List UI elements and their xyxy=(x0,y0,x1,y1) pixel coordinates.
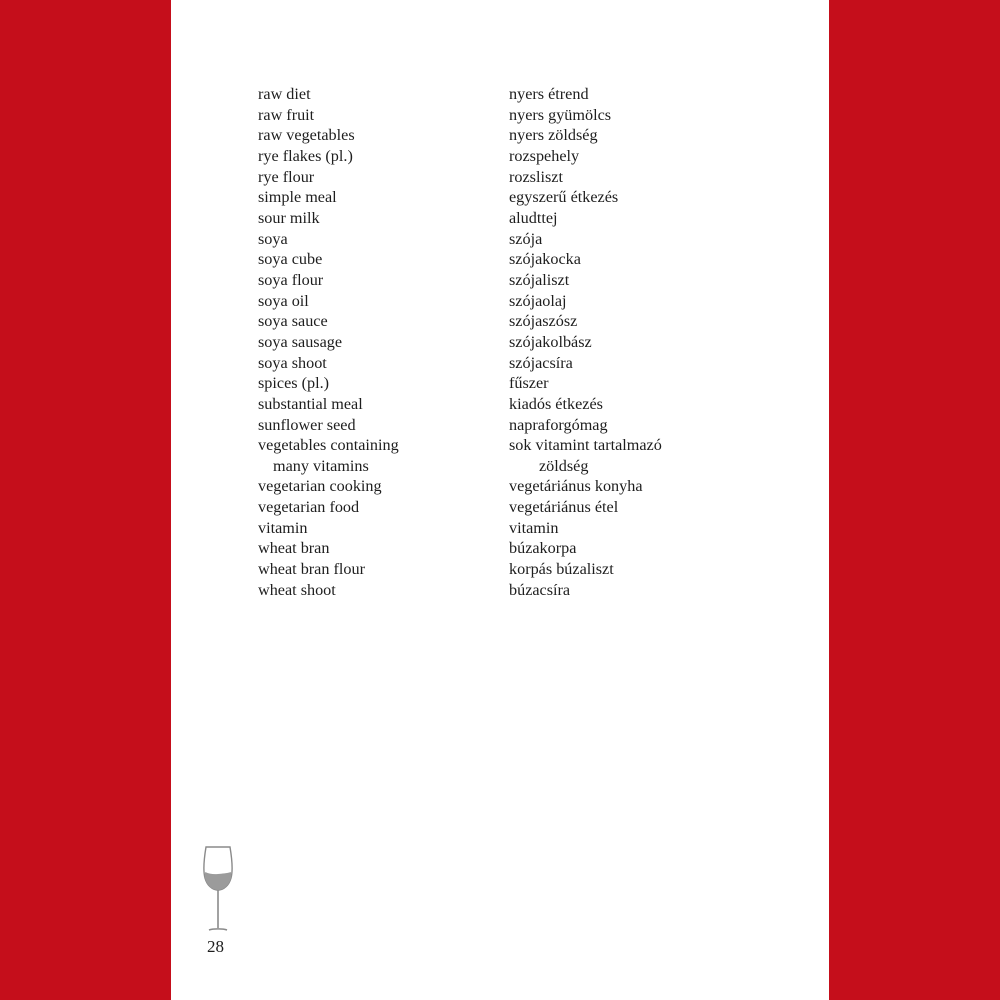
english-term: simple meal xyxy=(258,188,337,207)
english-term: soya xyxy=(258,229,288,248)
english-term: soya sauce xyxy=(258,312,328,331)
wine-glass-icon xyxy=(201,845,235,933)
hungarian-term: szójaszósz xyxy=(509,312,578,331)
glossary-row xyxy=(258,249,738,270)
english-term: wheat bran xyxy=(258,539,330,558)
hungarian-term: korpás búzaliszt xyxy=(509,560,614,579)
hungarian-term: nyers gyümölcs xyxy=(509,105,612,124)
english-term: many vitamins xyxy=(273,456,369,475)
page-number: 28 xyxy=(207,937,224,956)
english-term: spices (pl.) xyxy=(258,374,330,393)
english-term: soya flour xyxy=(258,270,324,289)
english-term: vegetarian food xyxy=(258,498,360,517)
hungarian-term: nyers étrend xyxy=(509,85,589,103)
hungarian-term: búzakorpa xyxy=(509,539,577,558)
hungarian-term: zöldség xyxy=(539,456,589,475)
glossary-row xyxy=(258,518,738,539)
english-term: sunflower seed xyxy=(258,415,356,434)
english-term: soya cube xyxy=(258,250,323,269)
hungarian-term: egyszerű étkezés xyxy=(509,188,619,207)
english-term: raw vegetables xyxy=(258,126,355,145)
glossary-row xyxy=(258,394,738,415)
book-page xyxy=(171,0,829,1000)
english-term: raw diet xyxy=(258,85,311,103)
glossary-row xyxy=(258,353,738,374)
glossary-row xyxy=(258,311,738,332)
glossary-row xyxy=(258,125,738,146)
glossary-row xyxy=(258,456,738,477)
hungarian-term: rozspehely xyxy=(509,146,580,165)
glossary-row xyxy=(258,105,738,126)
hungarian-term: szójaolaj xyxy=(509,291,567,310)
glossary-row xyxy=(258,435,738,456)
english-term: wheat bran flour xyxy=(258,560,365,579)
glossary-row xyxy=(258,84,738,105)
hungarian-term: napraforgómag xyxy=(509,415,608,434)
hungarian-term: szójacsíra xyxy=(509,353,573,372)
glossary-row xyxy=(258,476,738,497)
glossary-row xyxy=(258,146,738,167)
glossary-row xyxy=(258,332,738,353)
glossary-row xyxy=(258,270,738,291)
hungarian-term: rozsliszt xyxy=(509,167,563,186)
glossary-row xyxy=(258,229,738,250)
hungarian-term: szójakolbász xyxy=(509,332,592,351)
english-term: raw fruit xyxy=(258,105,315,124)
glossary-row xyxy=(258,208,738,229)
english-term: sour milk xyxy=(258,208,320,227)
hungarian-term: szójaliszt xyxy=(509,270,570,289)
glossary-list xyxy=(258,84,738,600)
glossary-row xyxy=(258,559,738,580)
hungarian-term: szója xyxy=(509,229,543,248)
hungarian-term: vegetáriánus étel xyxy=(509,498,619,517)
hungarian-term: fűszer xyxy=(509,374,549,393)
hungarian-term: búzacsíra xyxy=(509,580,571,599)
english-term: substantial meal xyxy=(258,394,363,413)
hungarian-term: aludttej xyxy=(509,208,558,227)
english-term: soya oil xyxy=(258,291,309,310)
hungarian-term: nyers zöldség xyxy=(509,126,598,145)
glossary-row xyxy=(258,373,738,394)
hungarian-term: szójakocka xyxy=(509,250,581,269)
hungarian-term: sok vitamint tartalmazó xyxy=(509,436,662,455)
english-term: rye flakes (pl.) xyxy=(258,146,353,165)
glossary-row xyxy=(258,580,738,601)
english-term: vegetarian cooking xyxy=(258,477,382,496)
glossary-row xyxy=(258,291,738,312)
glossary-row xyxy=(258,167,738,188)
english-term: soya sausage xyxy=(258,332,343,351)
english-term: wheat shoot xyxy=(258,580,336,599)
glossary-row xyxy=(258,538,738,559)
english-term: rye flour xyxy=(258,167,315,186)
english-term: vegetables containing xyxy=(258,436,399,455)
hungarian-term: vitamin xyxy=(509,518,559,537)
hungarian-term: vegetáriánus konyha xyxy=(509,477,643,496)
glossary-row xyxy=(258,415,738,436)
english-term: soya shoot xyxy=(258,353,327,372)
english-term: vitamin xyxy=(258,518,308,537)
glossary-row xyxy=(258,497,738,518)
hungarian-term: kiadós étkezés xyxy=(509,394,603,413)
glossary-row xyxy=(258,187,738,208)
